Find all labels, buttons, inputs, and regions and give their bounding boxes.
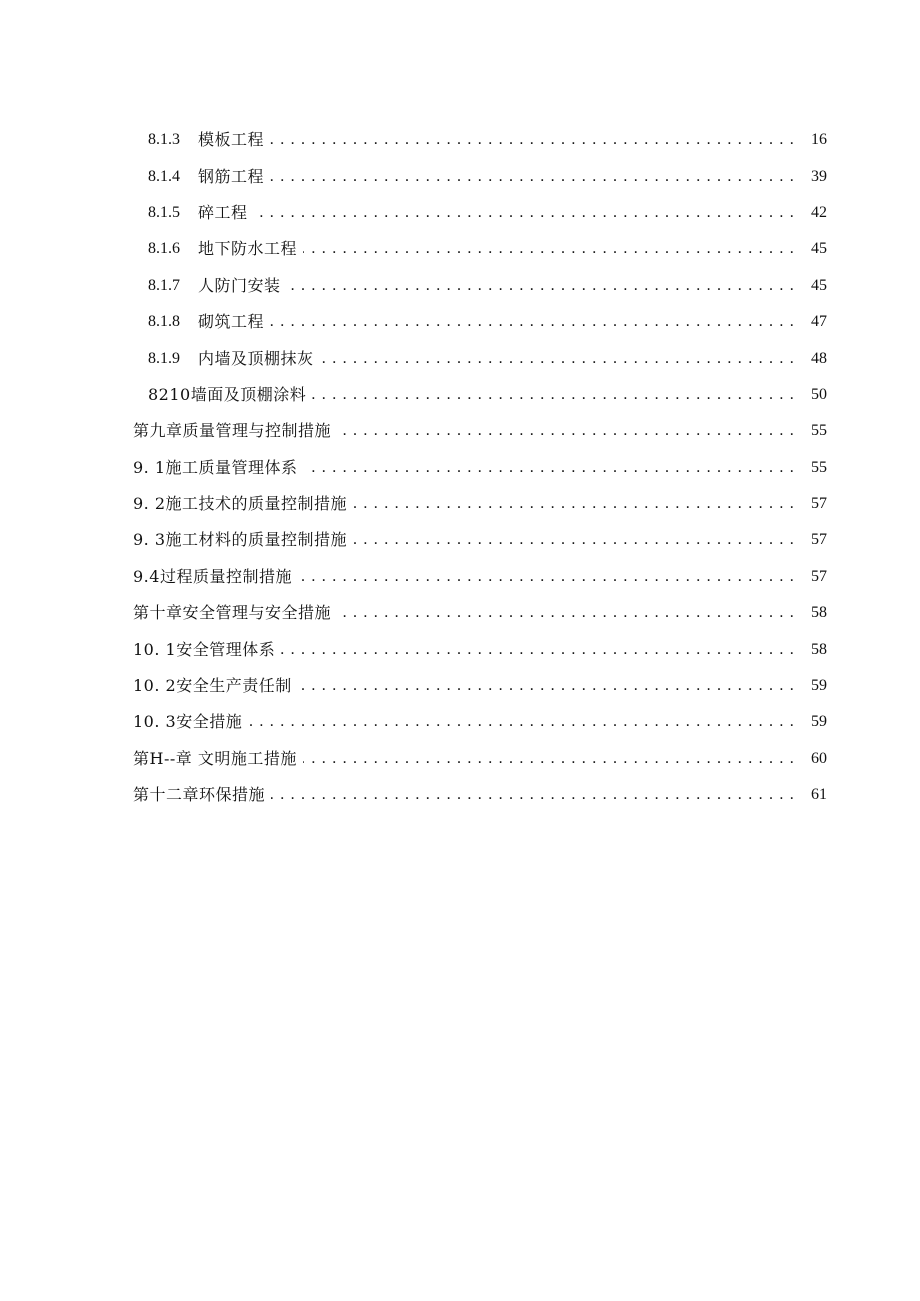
toc-entry-title: 8210墙面及顶棚涂料 <box>148 384 307 404</box>
dot-leader <box>337 603 795 623</box>
dot-leader <box>304 458 795 478</box>
toc-entry-number: 8.1.8 <box>148 313 180 331</box>
dot-leader <box>281 640 795 660</box>
toc-entry-page-number: 55 <box>811 422 827 440</box>
toc-entry[interactable] <box>0 268 920 304</box>
toc-entry-number: 8.1.6 <box>148 240 180 258</box>
toc-entry-page-number: 58 <box>811 640 827 658</box>
toc-entry-number: 8.1.3 <box>148 131 180 149</box>
toc-entry-title: 第九章质量管理与控制措施 <box>133 421 332 441</box>
toc-entry-page-number: 50 <box>811 385 827 403</box>
toc-entry[interactable] <box>0 631 920 667</box>
toc-entry[interactable] <box>0 450 920 486</box>
toc-entry-page-number: 59 <box>811 677 827 695</box>
toc-entry-title: 9. 3施工材料的质量控制措施 <box>133 530 348 550</box>
dot-leader <box>248 712 795 732</box>
toc-entry-title: 9. 2施工技术的质量控制措施 <box>133 494 348 514</box>
toc-entry[interactable] <box>0 340 920 376</box>
toc-entry-title: 9. 1施工质量管理体系 <box>133 457 298 477</box>
toc-entry-title: 人防门安装 <box>198 275 281 295</box>
toc-entry[interactable] <box>0 413 920 449</box>
toc-entry-page-number: 45 <box>811 240 827 258</box>
toc-entry-number: 8.1.5 <box>148 203 180 221</box>
toc-entry-title: 9.4过程质量控制措施 <box>133 566 292 586</box>
toc-entry[interactable] <box>0 122 920 158</box>
dot-leader <box>353 530 795 550</box>
toc-entry-page-number: 16 <box>811 131 827 149</box>
toc-entry-title: 10. 3安全措施 <box>133 712 243 732</box>
dot-leader <box>271 785 795 805</box>
toc-entry[interactable] <box>0 777 920 813</box>
dot-leader <box>312 385 795 405</box>
toc-entry-page-number: 39 <box>811 167 827 185</box>
toc-entry-title: 碎工程 <box>198 202 248 222</box>
toc-entry-title: 10. 2安全生产责任制 <box>133 676 292 696</box>
toc-entry-page-number: 45 <box>811 276 827 294</box>
table-of-contents <box>0 122 920 813</box>
toc-entry-number: 8.1.4 <box>148 167 180 185</box>
dot-leader <box>254 203 795 223</box>
toc-entry-page-number: 61 <box>811 786 827 804</box>
toc-entry-page-number: 42 <box>811 203 827 221</box>
toc-entry-number: 8.1.7 <box>148 276 180 294</box>
toc-entry[interactable] <box>0 559 920 595</box>
toc-entry[interactable] <box>0 231 920 267</box>
dot-leader <box>353 494 795 514</box>
toc-entry-page-number: 58 <box>811 604 827 622</box>
toc-entry[interactable] <box>0 158 920 194</box>
toc-entry-title: 第十章安全管理与安全措施 <box>133 603 332 623</box>
toc-entry-title: 地下防水工程 <box>198 239 298 259</box>
dot-leader <box>320 349 795 369</box>
dot-leader <box>298 676 795 696</box>
toc-entry-page-number: 60 <box>811 749 827 767</box>
toc-entry-page-number: 57 <box>811 531 827 549</box>
toc-entry-title: 第十二章环保措施 <box>133 785 266 805</box>
toc-entry[interactable] <box>0 595 920 631</box>
toc-entry-page-number: 55 <box>811 458 827 476</box>
dot-leader <box>303 239 795 259</box>
toc-entry-number: 8.1.9 <box>148 349 180 367</box>
toc-entry[interactable] <box>0 668 920 704</box>
toc-entry[interactable] <box>0 741 920 777</box>
toc-entry-page-number: 59 <box>811 713 827 731</box>
dot-leader <box>270 130 795 150</box>
dot-leader <box>337 421 795 441</box>
toc-entry-title: 内墙及顶棚抹灰 <box>198 348 314 368</box>
dot-leader <box>287 276 795 296</box>
toc-entry-title: 10. 1安全管理体系 <box>133 639 276 659</box>
toc-entry-title: 钢筋工程 <box>198 166 265 186</box>
toc-entry-title: 砌筑工程 <box>198 312 265 332</box>
toc-entry[interactable] <box>0 195 920 231</box>
toc-entry-page-number: 57 <box>811 567 827 585</box>
dot-leader <box>298 567 795 587</box>
toc-entry-page-number: 48 <box>811 349 827 367</box>
dot-leader <box>303 749 795 769</box>
toc-entry[interactable] <box>0 486 920 522</box>
toc-entry[interactable] <box>0 704 920 740</box>
toc-entry-page-number: 47 <box>811 313 827 331</box>
toc-entry[interactable] <box>0 522 920 558</box>
dot-leader <box>270 312 795 332</box>
toc-entry-title: 第H--章 文明施工措施 <box>133 748 297 768</box>
toc-entry-page-number: 57 <box>811 495 827 513</box>
toc-entry-title: 模板工程 <box>198 130 265 150</box>
toc-entry[interactable] <box>0 377 920 413</box>
toc-entry[interactable] <box>0 304 920 340</box>
dot-leader <box>270 167 795 187</box>
